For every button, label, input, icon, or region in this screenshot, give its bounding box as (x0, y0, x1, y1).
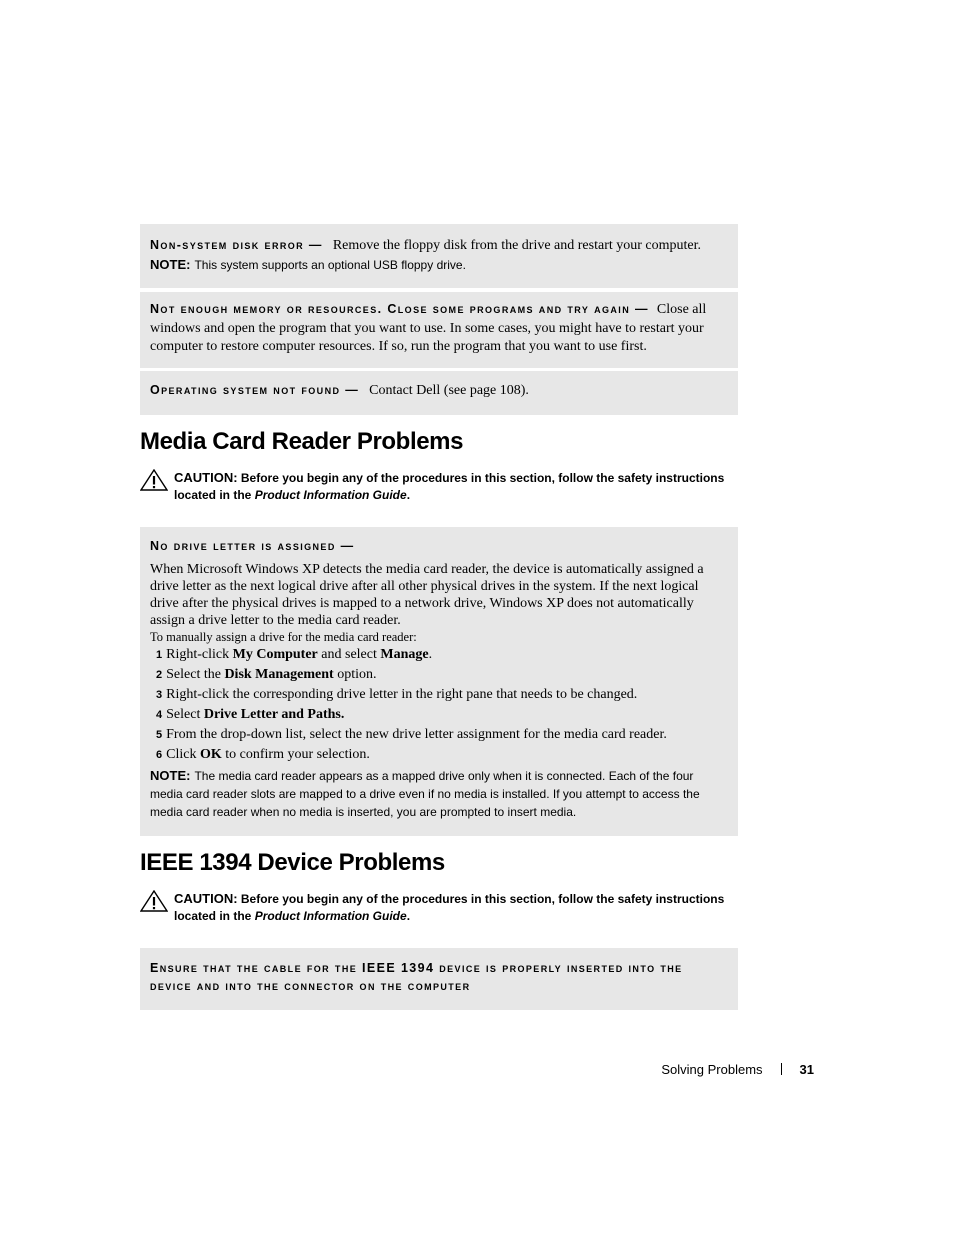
caution-text: Before you begin any of the procedures in this section, follow the safety instructions located in the (174, 892, 725, 923)
box-text: Remove the floppy disk from the drive and restart your computer. (332, 238, 702, 253)
list-item: 4 Select Drive Letter and Paths. (156, 707, 345, 722)
box-heading: Non-system disk error — (150, 238, 323, 252)
box-ensure-cable (140, 948, 738, 1010)
section-title-media-card-reader: Media Card Reader Problems (140, 428, 464, 455)
caution-end: . (406, 909, 411, 923)
list-item: 6 Click OK to confirm your selection. (156, 747, 370, 762)
page-number: 31 (799, 1062, 814, 1077)
note-text: This system supports an optional USB floppy drive. (194, 258, 466, 272)
box-no-drive-letter (140, 527, 738, 836)
footer-separator (781, 1063, 782, 1075)
list-item: 1 Right-click My Computer and select Manage. (156, 647, 433, 662)
caution-guide-title: Product Information Guide (254, 909, 407, 923)
section-title-ieee-1394: IEEE 1394 Device Problems (140, 849, 445, 876)
box-os-not-found (140, 371, 738, 415)
box-text: Close all windows and open the program that you want to use. In some cases, you might have to restart your computer to restore computer resources. If so, run the program that you want to use first. (150, 302, 707, 354)
page-footer (661, 1062, 814, 1077)
box-heading: Ensure that the cable for the IEEE 1394 device is properly inserted into the device and into the connector on the computer (150, 961, 683, 993)
caution-text: Before you begin any of the procedures in this section, follow the safety instructions located in the (174, 471, 725, 502)
box-heading: No drive letter is assigned — (150, 539, 355, 553)
caution-label: CAUTION: (174, 891, 238, 906)
caution-triangle-icon (140, 890, 168, 912)
note-text: The media card reader appears as a mapped drive only when it is connected. Each of the four media card reader slots are mapped to a drive even if no media is installed. If you attempt to access the media card reader when no media is inserted, you are prompted to insert media. (150, 769, 700, 819)
box-not-enough-memory (140, 292, 738, 368)
steps-list (150, 645, 728, 765)
box-nonsystem-disk-error (140, 224, 738, 288)
caution-label: CAUTION: (174, 470, 238, 485)
list-item: 5 From the drop-down list, select the new drive letter assignment for the media card reader. (156, 727, 667, 742)
caution-notice-ieee (140, 890, 760, 925)
caution-end: . (406, 488, 411, 502)
caution-notice-media (140, 469, 760, 504)
box-heading: Operating system not found — (150, 383, 360, 397)
list-item: 2 Select the Disk Management option. (156, 667, 377, 682)
footer-section-name: Solving Problems (661, 1062, 763, 1077)
box-heading: Not enough memory or resources. Close some programs and try again — (150, 302, 649, 316)
note-label: NOTE: (150, 768, 191, 783)
caution-guide-title: Product Information Guide (254, 488, 407, 502)
box-text: Contact Dell (see page 108). (369, 383, 529, 398)
list-item: 3 Right-click the corresponding drive letter in the right pane that needs to be changed. (156, 687, 638, 702)
box-paragraph: When Microsoft Windows XP detects the media card reader, the device is automatically assigned a drive letter as the next logical drive after all other physical drives in the system. If the next logical drive after the physical drives is mapped to a network drive, Windows XP does not automatically assign a drive letter to the media card reader. (150, 562, 704, 628)
steps-intro: To manually assign a drive for the media card reader: (150, 630, 417, 644)
note-label: NOTE: (150, 257, 191, 272)
caution-triangle-icon (140, 469, 168, 491)
